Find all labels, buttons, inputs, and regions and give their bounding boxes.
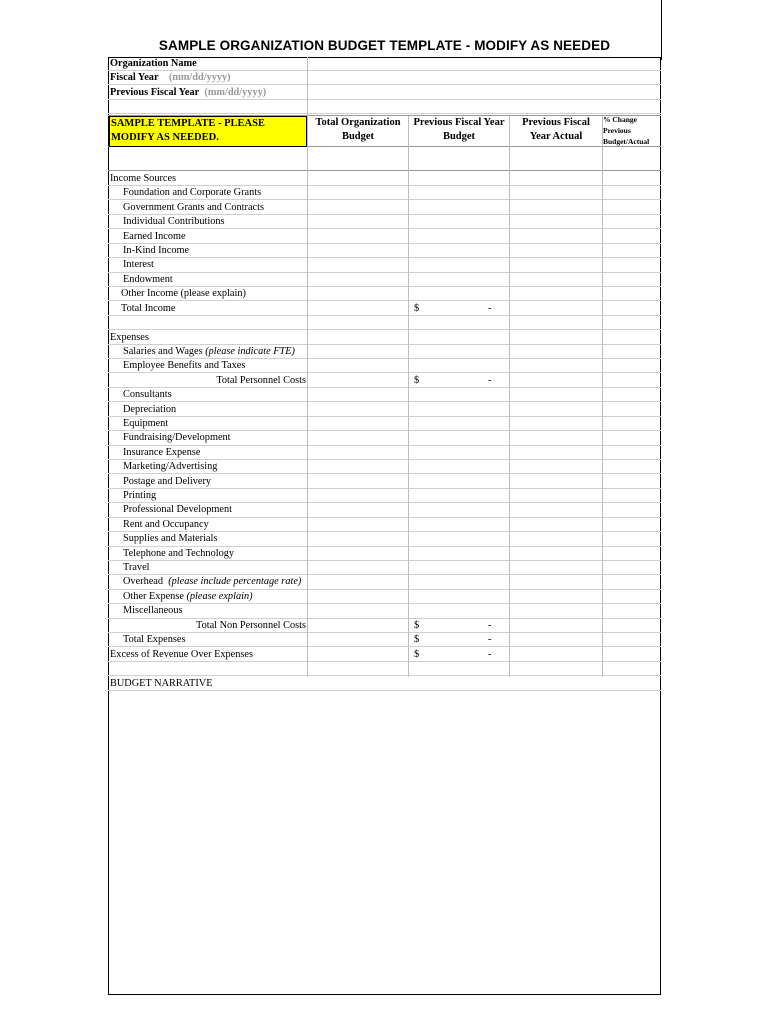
- total-expenses-currency: $: [414, 634, 420, 645]
- total-income-value: -: [488, 303, 492, 314]
- grid-row-line: [108, 417, 661, 431]
- income-item: Earned Income: [123, 231, 186, 242]
- col3-line1: Previous Fiscal: [522, 117, 590, 128]
- col-prev-fy-budget-header: [409, 116, 509, 147]
- col2-line1: Previous Fiscal Year: [413, 117, 505, 128]
- expense-item: Printing: [123, 490, 157, 501]
- non-personnel-value: -: [488, 620, 492, 631]
- prev-fiscal-year-placeholder: (mm/dd/yyyy): [204, 87, 267, 98]
- income-item: Endowment: [123, 274, 173, 285]
- benefits-label: Employee Benefits and Taxes: [123, 360, 246, 371]
- grid-column-line: [307, 57, 308, 677]
- grid-row-line: [108, 662, 661, 676]
- grid-row-line: [108, 489, 661, 503]
- grid-row-line: [108, 259, 661, 273]
- personnel-total-label: Total Personnel Costs: [216, 375, 306, 386]
- expense-item: Marketing/Advertising: [123, 461, 218, 472]
- misc-label: Miscellaneous: [123, 605, 183, 616]
- income-item: Government Grants and Contracts: [123, 202, 264, 213]
- template-note-line1: SAMPLE TEMPLATE - PLEASE: [111, 118, 265, 129]
- col1-line2: Budget: [341, 131, 375, 142]
- col-prev-fy-actual-header: [510, 116, 602, 147]
- income-item: Other Income (please explain): [121, 288, 246, 299]
- expense-item: Fundraising/Development: [123, 432, 231, 443]
- fiscal-year-placeholder: (mm/dd/yyyy): [168, 72, 231, 83]
- org-name-label: Organization Name: [110, 58, 197, 69]
- expense-item: Insurance Expense: [123, 447, 201, 458]
- expenses-label: Expenses: [110, 332, 149, 343]
- prev-fiscal-year-label: Previous Fiscal Year: [110, 87, 200, 98]
- income-item: Individual Contributions: [123, 216, 225, 227]
- grid-row-line: [108, 230, 661, 244]
- total-income-currency: $: [414, 303, 420, 314]
- expense-item: Depreciation: [123, 404, 177, 415]
- grid-row-line: [108, 331, 661, 345]
- personnel-total-currency: $: [414, 375, 420, 386]
- excess-value: -: [488, 649, 492, 660]
- non-personnel-total-label: Total Non Personnel Costs: [196, 620, 306, 631]
- col4-line3: Budget/Actual: [603, 137, 650, 146]
- excess-label: Excess of Revenue Over Expenses: [110, 649, 253, 660]
- personnel-total-value: -: [488, 375, 492, 386]
- excess-currency: $: [414, 649, 420, 660]
- expense-item: Telephone and Technology: [123, 548, 235, 559]
- grid-column-line: [509, 116, 510, 677]
- expense-item: Postage and Delivery: [123, 476, 212, 487]
- col-pct-change-header: [603, 114, 661, 147]
- other-expense-note: (please explain): [186, 591, 253, 602]
- overhead-note: (please include percentage rate): [168, 576, 302, 587]
- non-personnel-currency: $: [414, 620, 420, 631]
- grid-row-line: [108, 157, 661, 171]
- expense-item: Travel: [123, 562, 150, 573]
- income-item: Foundation and Corporate Grants: [123, 187, 262, 198]
- expense-item: Equipment: [123, 418, 169, 429]
- grid-row-line: [108, 561, 661, 575]
- col2-line2: Budget: [442, 131, 476, 142]
- grid-row-line: [108, 172, 661, 186]
- col-total-org-budget-header: [308, 116, 408, 147]
- prev-fiscal-year-row: [110, 86, 266, 100]
- salaries-row: [123, 345, 295, 359]
- col4-line1: % Change: [603, 115, 637, 124]
- expense-item: Rent and Occupancy: [123, 519, 209, 530]
- total-income-label: Total Income: [121, 303, 176, 314]
- grid-row-line: [108, 633, 661, 647]
- grid-row-line: [108, 273, 661, 287]
- expense-item: Supplies and Materials: [123, 533, 218, 544]
- budget-narrative-label: BUDGET NARRATIVE: [110, 678, 213, 689]
- template-note-line2: MODIFY AS NEEDED.: [111, 132, 219, 143]
- overhead-row: [123, 575, 301, 589]
- expense-item: Professional Development: [123, 504, 232, 515]
- grid-column-line: [408, 116, 409, 677]
- grid-row-line: [108, 302, 661, 316]
- grid-row-line: [108, 388, 661, 402]
- col1-line1: Total Organization: [315, 117, 401, 128]
- salaries-label: Salaries and Wages: [123, 346, 203, 357]
- income-item: In-Kind Income: [123, 245, 190, 256]
- fiscal-year-label: Fiscal Year: [110, 72, 159, 83]
- grid-row-line: [108, 403, 661, 417]
- grid-row-line: [108, 244, 661, 258]
- expense-item: Consultants: [123, 389, 172, 400]
- total-expenses-label: Total Expenses: [123, 634, 186, 645]
- other-expense-label: Other Expense: [123, 591, 184, 602]
- income-sources-label: Income Sources: [110, 173, 177, 184]
- salaries-note: (please indicate FTE): [205, 346, 295, 357]
- income-item: Interest: [123, 259, 154, 270]
- other-expense-row: [123, 590, 253, 604]
- col3-line2: Year Actual: [529, 131, 583, 142]
- overhead-label: Overhead: [123, 576, 164, 587]
- col4-line2: Previous: [603, 126, 631, 135]
- page-title: SAMPLE ORGANIZATION BUDGET TEMPLATE - MODIFY AS NEEDED: [158, 38, 611, 53]
- grid-row-line: [108, 316, 661, 330]
- page-edge-line: [661, 0, 662, 60]
- grid-row-line: [108, 102, 661, 116]
- grid-row-line: [108, 605, 661, 619]
- fiscal-year-row: [110, 71, 231, 85]
- total-expenses-value: -: [488, 634, 492, 645]
- grid-column-line: [602, 116, 603, 677]
